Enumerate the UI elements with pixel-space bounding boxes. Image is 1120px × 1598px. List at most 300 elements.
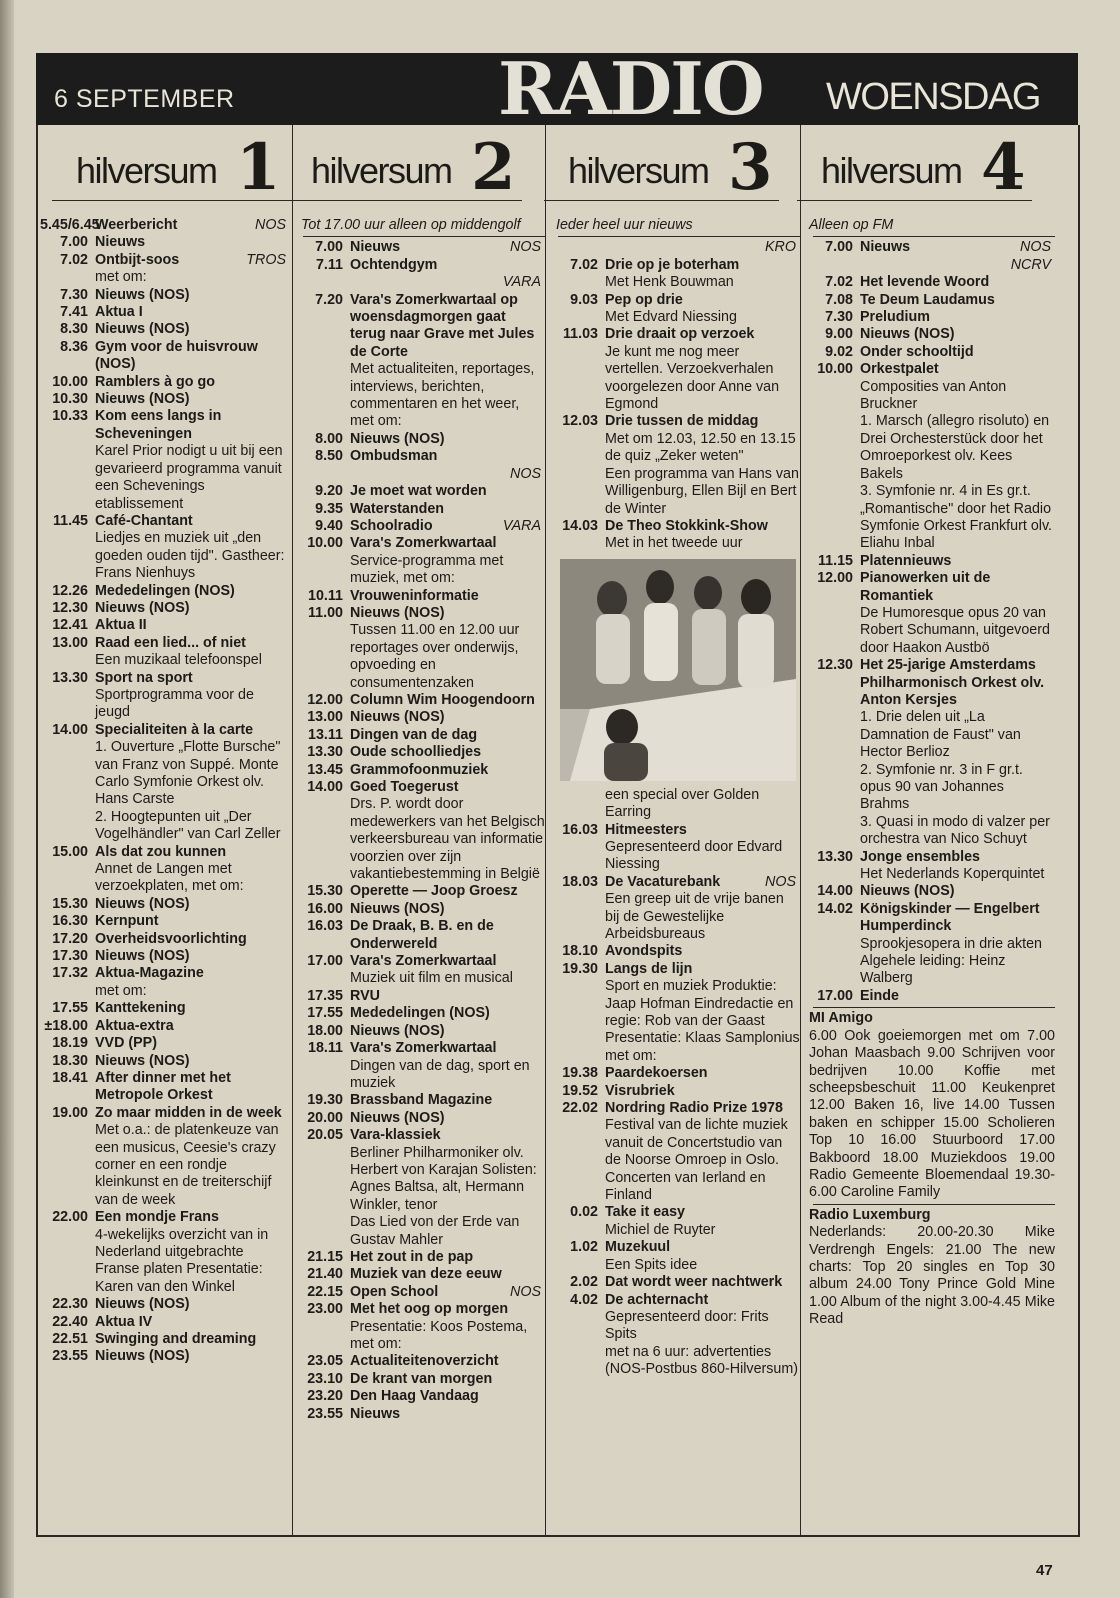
program-row	[805, 379, 1055, 414]
heading-rule	[797, 200, 1032, 201]
program-title: Nieuws (NOS)	[95, 391, 190, 408]
program-row	[295, 762, 545, 779]
program-time: 17.32	[52, 965, 88, 982]
heading-rule	[544, 200, 779, 201]
column-hilversum-3	[550, 125, 805, 1537]
program-title: De Draak, B. B. en de Onderwereld	[350, 918, 494, 952]
program-title: Preludium	[860, 309, 930, 326]
program-title: Den Haag Vandaag	[350, 1388, 479, 1405]
program-title: Königskinder — Engelbert Humperdinck	[860, 900, 1040, 935]
separator	[813, 1007, 1055, 1008]
program-title: Kom eens langs in Scheveningen	[95, 408, 222, 442]
program-row	[40, 408, 290, 443]
program-title: Vara's Zomerkwartaal	[350, 1040, 497, 1057]
program-list	[295, 217, 545, 1423]
program-title: Kernpunt	[95, 913, 159, 930]
program-time: 9.02	[825, 343, 853, 360]
program-time: 14.00	[52, 721, 88, 738]
program-title: Nieuws (NOS)	[860, 883, 955, 900]
program-row	[40, 965, 290, 982]
program-title: Nieuws (NOS)	[350, 900, 445, 917]
program-title: Dingen van de dag	[350, 726, 478, 743]
program-time: 13.00	[307, 709, 343, 726]
program-row	[805, 553, 1055, 570]
program-row	[550, 1100, 800, 1117]
program-row	[295, 361, 545, 431]
program-time: 17.55	[52, 1000, 88, 1017]
header-day: WOENSDAG	[826, 76, 1040, 118]
column-hilversum-2	[295, 125, 550, 1537]
program-row	[295, 1005, 545, 1022]
program-time: 7.02	[60, 251, 88, 268]
program-row	[40, 861, 290, 896]
program-row	[805, 936, 1055, 953]
program-title: Je moet wat worden	[350, 483, 487, 500]
program-time	[550, 1344, 605, 1379]
program-row	[295, 1284, 545, 1301]
program-row	[295, 483, 545, 500]
program-time	[805, 379, 860, 414]
program-title: Onder schooltijd	[860, 343, 974, 360]
program-time: 19.38	[562, 1065, 598, 1082]
program-time	[550, 1117, 605, 1204]
program-title: Nieuws (NOS)	[95, 286, 190, 303]
separator	[813, 1204, 1055, 1205]
program-title: Ramblers à go go	[95, 373, 215, 390]
program-row	[550, 787, 800, 822]
program-row	[805, 762, 1055, 814]
program-row	[40, 1070, 290, 1105]
program-row	[295, 1249, 545, 1266]
program-title: Nieuws	[350, 1405, 401, 1422]
program-title: Operette — Joop Groesz	[350, 883, 518, 900]
program-time	[805, 866, 860, 883]
program-row	[40, 304, 290, 321]
program-title: Nieuws	[95, 234, 146, 251]
separator	[813, 236, 1055, 237]
program-title: Het levende Woord	[860, 274, 990, 291]
program-title: Café-Chantant	[95, 512, 193, 529]
program-row	[550, 1204, 800, 1221]
program-time	[550, 309, 605, 326]
program-row	[805, 361, 1055, 378]
column-note: Tot 17.00 uur alleen op middengolf	[301, 217, 521, 233]
program-time	[805, 483, 860, 553]
program-title: Swinging and dreaming	[95, 1331, 257, 1347]
program-description: Das Lied von der Erde van Gustav Mahler	[350, 1214, 520, 1248]
station-number: 1	[236, 130, 281, 205]
program-row	[550, 1083, 800, 1100]
program-time: 8.00	[315, 430, 343, 447]
program-row	[40, 339, 290, 374]
heading-rule	[52, 200, 287, 201]
program-time	[40, 687, 95, 722]
program-row	[40, 1122, 290, 1209]
program-row	[295, 692, 545, 709]
program-title: Vara's Zomerkwartaal op woensdagmorgen gaat terug naar Grave met Jules de Corte	[350, 291, 535, 360]
program-time: 10.00	[307, 535, 343, 552]
program-row	[805, 292, 1055, 309]
band-photo	[560, 559, 796, 781]
program-row	[550, 874, 800, 891]
program-description: Liedjes en muziek uit „den goeden ouden tijd". Gastheer: Frans Nienhuys	[95, 530, 285, 582]
program-description: 2. Hoogtepunten uit „Der Vogelhändler" van Carl Zeller	[95, 808, 281, 843]
program-row	[295, 1266, 545, 1283]
program-time: 18.41	[52, 1069, 88, 1086]
separator	[303, 236, 545, 237]
program-time: 10.00	[817, 361, 853, 378]
page-number: 47	[1036, 1562, 1053, 1579]
program-title: Mededelingen (NOS)	[350, 1005, 490, 1022]
program-time: 10.00	[52, 373, 88, 390]
program-time: 9.35	[315, 500, 343, 517]
program-title: Brassband Magazine	[350, 1092, 493, 1109]
program-row	[805, 814, 1055, 849]
program-row	[40, 583, 290, 600]
program-time	[40, 1122, 95, 1209]
program-description: met na 6 uur: advertenties (NOS-Postbus 860-Hilversum)	[605, 1343, 799, 1378]
program-time: 14.03	[562, 517, 598, 534]
program-title: Een mondje Frans	[95, 1209, 219, 1226]
program-time	[550, 839, 605, 874]
program-row	[805, 605, 1055, 657]
program-title: Avondspits	[605, 943, 683, 960]
program-time: 13.11	[308, 726, 343, 743]
program-row	[295, 779, 545, 796]
radio-luxemburg-title: Radio Luxemburg	[809, 1206, 931, 1223]
program-title: Nieuws (NOS)	[95, 948, 190, 965]
program-title: Nieuws (NOS)	[350, 709, 445, 726]
program-row	[295, 988, 545, 1005]
program-row	[295, 553, 545, 588]
program-description: met om:	[605, 1047, 657, 1064]
program-time: 7.02	[825, 274, 853, 291]
program-row	[295, 605, 545, 622]
program-row	[550, 1065, 800, 1082]
program-time: 7.00	[825, 239, 853, 256]
program-list	[805, 217, 1055, 1329]
program-title: Drie tussen de middag	[605, 413, 759, 430]
program-time	[295, 1319, 350, 1354]
program-row	[805, 483, 1055, 553]
program-row	[295, 292, 545, 362]
program-title: Aktua-Magazine	[95, 965, 204, 982]
program-title: Hitmeesters	[605, 821, 687, 838]
program-title: Nieuws (NOS)	[350, 604, 445, 621]
program-row	[805, 257, 1055, 274]
program-time: 18.03	[562, 873, 598, 890]
program-row	[295, 883, 545, 900]
program-list	[550, 217, 800, 1379]
program-row	[295, 727, 545, 744]
program-time: 7.20	[315, 291, 343, 308]
program-description: Composities van Anton Bruckner	[860, 378, 1007, 413]
program-row	[295, 431, 545, 448]
program-row	[550, 943, 800, 960]
program-row	[40, 896, 290, 913]
program-row	[550, 1048, 800, 1065]
program-title: Sport na sport	[95, 669, 193, 686]
program-description: Gepresenteerd door: Frits Spits	[605, 1308, 769, 1343]
program-title: Actualiteitenoverzicht	[350, 1353, 499, 1370]
program-time: 7.00	[60, 234, 88, 251]
program-row	[805, 570, 1055, 605]
program-time	[40, 443, 95, 513]
program-time: 13.30	[307, 744, 343, 761]
program-row	[295, 1371, 545, 1388]
program-row	[295, 518, 545, 535]
program-row	[550, 344, 800, 414]
program-row	[40, 687, 290, 722]
program-row	[550, 1222, 800, 1239]
program-time: 22.51	[52, 1331, 88, 1347]
program-time: 5.45/6.45	[40, 217, 100, 233]
program-time	[805, 814, 860, 849]
program-description: Met actualiteiten, reportages, interviews, berichten, commentaren en het weer, met om:	[350, 361, 535, 430]
program-time: 19.30	[562, 960, 598, 977]
program-title: Aktua I	[95, 304, 143, 321]
program-time: 9.40	[315, 517, 343, 534]
program-title: VVD (PP)	[95, 1035, 157, 1052]
program-title: Vara-klassiek	[350, 1127, 441, 1144]
program-title: Gym voor de huisvrouw (NOS)	[95, 338, 258, 373]
program-row	[550, 292, 800, 309]
program-title: Nieuws (NOS)	[95, 321, 190, 338]
program-row	[295, 535, 545, 552]
broadcaster-label: NOS	[510, 1283, 541, 1300]
program-row	[295, 588, 545, 605]
program-title: Kanttekening	[95, 1000, 186, 1017]
program-title: Vara's Zomerkwartaal	[350, 535, 497, 552]
column-heading	[532, 130, 782, 205]
program-time: ±18.00	[44, 1017, 88, 1034]
program-time: 1.02	[570, 1239, 598, 1256]
program-title: Vrouweninformatie	[350, 587, 479, 604]
program-row	[295, 1301, 545, 1318]
program-row	[295, 448, 545, 465]
program-row	[550, 839, 800, 874]
program-time	[295, 1145, 350, 1215]
program-row	[550, 1239, 800, 1256]
program-row	[40, 1314, 290, 1331]
program-row	[295, 257, 545, 274]
program-time: 7.11	[315, 256, 343, 273]
program-description: Sportprogramma voor de jeugd	[95, 686, 254, 721]
program-row	[805, 326, 1055, 343]
header-bar	[36, 46, 1078, 131]
program-title: Column Wim Hoogendoorn	[350, 691, 535, 708]
program-row	[40, 1035, 290, 1052]
program-row	[550, 431, 800, 466]
program-time: 16.00	[307, 900, 343, 917]
program-time: 9.20	[315, 483, 343, 500]
program-time: 16.03	[307, 918, 343, 935]
program-title: Muziek van deze eeuw	[350, 1266, 502, 1283]
program-time: 12.30	[52, 599, 88, 616]
program-description: Je kunt me nog meer vertellen. Verzoekverhalen voorgelezen door Anne van Egmond	[605, 343, 780, 413]
program-title: De krant van morgen	[350, 1370, 493, 1387]
program-row	[550, 1292, 800, 1309]
program-time	[40, 809, 95, 844]
program-row	[550, 413, 800, 430]
program-row	[40, 321, 290, 338]
program-row	[40, 739, 290, 809]
program-title: De achternacht	[605, 1291, 709, 1308]
program-time	[295, 1214, 350, 1249]
program-title: Grammofoonmuziek	[350, 761, 489, 778]
program-title: Pep op drie	[605, 291, 683, 308]
program-time	[295, 622, 350, 692]
column-heading	[275, 130, 525, 205]
program-row	[550, 1344, 800, 1379]
program-time	[295, 1058, 350, 1093]
program-title: Het zout in de pap	[350, 1248, 474, 1265]
program-time: 16.03	[562, 821, 598, 838]
program-title: Overheidsvoorlichting	[95, 930, 247, 947]
program-description: Drs. P. wordt door medewerkers van het Belgisch verkeersbureau van informatie voorzien over zijn vakantiebestemming in België	[350, 796, 545, 883]
program-row	[550, 1257, 800, 1274]
program-time	[40, 983, 95, 1000]
mi-amigo-text: 6.00 Ook goeiemorgen met om 7.00 Johan Maasbach 9.00 Schrijven voor bedrijven 10.00 Koffie met scheepsbeschuit 11.00 Keukenpret 12.00 Baken 16, live 14.00 Tussen baken en schipper 15.00 Scholieren Top 10 16.00 Stuurboord 17.00 Bakboord 18.00 Muziekdoos 19.00 Radio Gemeente Bloemendaal 19.30-6.00 Caroline Family	[809, 1027, 1055, 1201]
column-note: Alleen op FM	[809, 217, 894, 233]
program-time: 15.30	[52, 895, 88, 912]
program-row	[295, 1092, 545, 1109]
station-word: hilversum	[568, 150, 709, 191]
broadcaster-label: VARA	[502, 517, 541, 534]
program-description: 4-wekelijks overzicht van in Nederland uitgebrachte Franse platen Presentatie: Karen van den Winkel	[95, 1226, 269, 1295]
program-row	[40, 391, 290, 408]
program-time: 11.45	[53, 512, 88, 529]
program-description: Muziek uit film en musical	[350, 970, 513, 987]
program-time: 18.11	[308, 1040, 343, 1057]
column-heading	[785, 130, 1035, 205]
program-time: 2.02	[570, 1274, 598, 1291]
program-time: 8.30	[60, 321, 88, 338]
program-row	[295, 1040, 545, 1057]
program-description: 1. Drie delen uit „La Damnation de Faust" van Hector Berlioz	[860, 709, 1021, 761]
program-row	[40, 217, 290, 234]
column-hilversum-4	[805, 125, 1060, 1537]
program-row	[550, 239, 800, 256]
program-time	[550, 535, 605, 552]
program-time	[805, 605, 860, 657]
program-title: Aktua IV	[95, 1313, 153, 1330]
program-row	[40, 1105, 290, 1122]
program-time: 19.52	[562, 1082, 598, 1099]
program-row	[550, 1274, 800, 1291]
separator	[558, 236, 800, 237]
program-time: 12.26	[52, 582, 88, 599]
mi-amigo-block	[805, 1010, 1055, 1201]
program-row	[295, 953, 545, 970]
program-row	[40, 1227, 290, 1297]
program-description: Met om 12.03, 12.50 en 13.15 de quiz „Zeker weten"	[605, 430, 796, 465]
program-time: 11.00	[308, 604, 343, 621]
program-description: Gepresenteerd door Edvard Niessing	[605, 838, 783, 873]
program-row	[295, 1406, 545, 1423]
program-title: Ochtendgym	[350, 256, 438, 273]
program-time	[550, 978, 605, 1048]
program-row	[805, 274, 1055, 291]
station-number: 2	[471, 130, 516, 205]
page-binding	[0, 0, 14, 1598]
program-description: Een greep uit de vrije banen bij de Gewestelijke Arbeidsbureaus	[605, 891, 784, 942]
program-time: 23.00	[307, 1301, 343, 1318]
program-time	[550, 274, 605, 291]
program-row	[40, 931, 290, 948]
program-row	[40, 670, 290, 687]
program-title: Als dat zou kunnen	[95, 843, 227, 860]
program-time	[550, 466, 605, 518]
program-row	[805, 344, 1055, 361]
program-time: 7.41	[60, 304, 88, 321]
program-description: 2. Symfonie nr. 3 in F gr.t. opus 90 van Johannes Brahms	[860, 761, 1023, 813]
header-date: 6 SEPTEMBER	[54, 85, 235, 113]
program-title: Raad een lied... of niet	[95, 634, 246, 651]
program-time: 17.20	[52, 930, 88, 947]
program-time: 19.00	[52, 1104, 88, 1121]
program-title: Nieuws (NOS)	[95, 599, 190, 616]
station-word: hilversum	[76, 150, 217, 191]
program-row	[40, 948, 290, 965]
program-title: Take it easy	[605, 1204, 686, 1221]
program-title: After dinner met het Metropole Orkest	[95, 1069, 231, 1104]
station-number: 4	[981, 130, 1026, 205]
program-row	[295, 1145, 545, 1215]
program-row	[40, 443, 290, 513]
program-time: 22.30	[52, 1296, 88, 1313]
program-row	[40, 1018, 290, 1035]
program-row	[805, 657, 1055, 709]
program-row	[550, 822, 800, 839]
program-description: De Humoresque opus 20 van Robert Schumann, uitgevoerd door Haakon Austbö	[860, 604, 1050, 656]
program-time: 21.15	[307, 1248, 343, 1265]
program-time	[805, 762, 860, 814]
program-time: 19.30	[307, 1092, 343, 1109]
program-row	[40, 809, 290, 844]
program-time	[805, 709, 860, 761]
program-time	[550, 431, 605, 466]
program-time: 7.00	[315, 239, 343, 256]
program-title: Drie op je boterham	[605, 256, 740, 273]
program-time: 4.02	[570, 1291, 598, 1308]
program-row	[550, 309, 800, 326]
program-time: 18.30	[52, 1052, 88, 1069]
program-time	[40, 739, 95, 809]
program-row	[550, 257, 800, 274]
station-word: hilversum	[311, 150, 452, 191]
program-time: 21.40	[307, 1266, 343, 1283]
program-row	[40, 1296, 290, 1313]
column-hilversum-1	[40, 125, 295, 1537]
program-title: Nieuws (NOS)	[95, 1296, 190, 1313]
program-row	[550, 274, 800, 291]
program-time	[550, 1309, 605, 1344]
program-time	[295, 796, 350, 883]
program-title: Nieuws (NOS)	[95, 895, 190, 912]
program-description: 1. Marsch (allegro risoluto) en Drei Orchesterstück door het Omroeporkest olv. Kees Bakels	[860, 413, 1050, 482]
program-row	[295, 1023, 545, 1040]
program-time	[805, 936, 860, 953]
program-time: 17.55	[307, 1005, 343, 1022]
program-time	[805, 413, 860, 483]
program-description: Het Nederlands Koperquintet	[860, 866, 1045, 883]
program-time: 7.30	[60, 286, 88, 303]
program-row	[550, 535, 800, 552]
program-time: 15.30	[307, 883, 343, 900]
program-row	[295, 1353, 545, 1370]
program-title: Ombudsman	[350, 448, 438, 465]
